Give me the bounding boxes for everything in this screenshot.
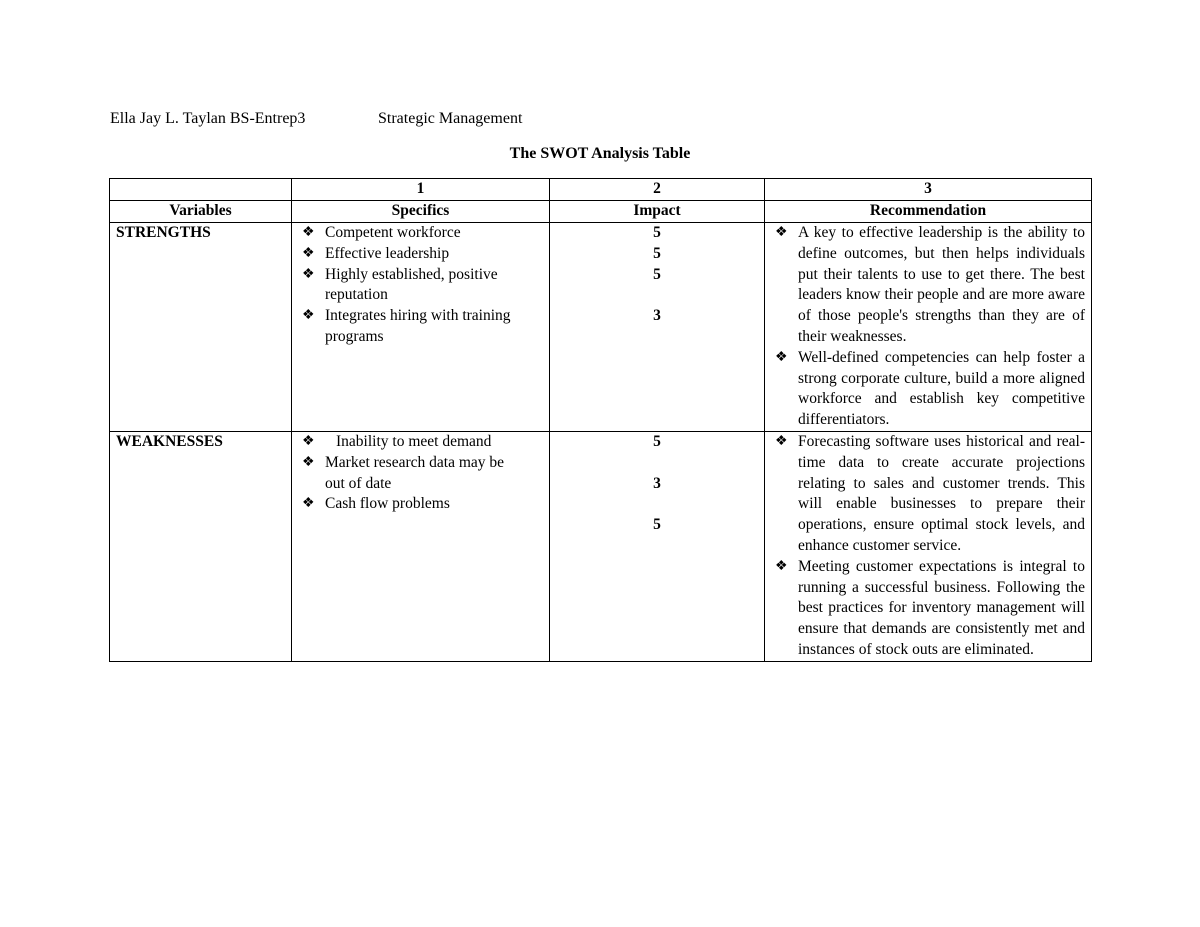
impact-cell bbox=[550, 431, 765, 661]
list-item: ❖ Competent workforce bbox=[298, 223, 543, 244]
four-diamond-bullet-icon: ❖ bbox=[302, 433, 315, 449]
list-item: ❖ Cash flow problems bbox=[298, 494, 543, 515]
impact-value: 5 bbox=[653, 265, 661, 283]
four-diamond-bullet-icon: ❖ bbox=[302, 225, 315, 240]
variable-weaknesses: WEAKNESSES bbox=[110, 431, 292, 661]
four-diamond-bullet-icon: ❖ bbox=[302, 266, 315, 282]
four-diamond-bullet-icon: ❖ bbox=[302, 454, 315, 470]
recommendation-cell bbox=[765, 223, 1092, 432]
column-number-3: 3 bbox=[765, 179, 1092, 201]
four-diamond-bullet-icon: ❖ bbox=[302, 245, 315, 261]
column-number-1: 1 bbox=[292, 179, 550, 201]
header-variables: Variables bbox=[110, 201, 292, 223]
header-impact: Impact bbox=[550, 201, 765, 223]
specifics-cell bbox=[292, 431, 550, 661]
variable-strengths: STRENGTHS bbox=[110, 223, 292, 432]
impact-value bbox=[556, 494, 758, 515]
specifics-cell bbox=[292, 223, 550, 432]
impact-value: 5 bbox=[653, 432, 661, 450]
list-item: ❖ Integrates hiring with training programs bbox=[302, 307, 511, 345]
header-specifics: Specifics bbox=[292, 201, 550, 223]
document-header bbox=[110, 110, 523, 128]
impact-value: 5 bbox=[653, 244, 661, 262]
recommendation-cell bbox=[765, 431, 1092, 661]
header-recommendation: Recommendation bbox=[765, 201, 1092, 223]
four-diamond-bullet-icon: ❖ bbox=[775, 225, 788, 240]
impact-cell bbox=[550, 223, 765, 432]
empty-header-cell bbox=[110, 179, 292, 201]
list-item: ❖ Effective leadership bbox=[298, 244, 543, 265]
list-item: ❖ Forecasting software uses historical and real-time data to create accurate projections relating to sales and customer trends. This will enable businesses to prepare their operations, ensure optimal stock levels, and enhance customer service. bbox=[775, 432, 1085, 554]
list-item: ❖ Market research data may be out of date bbox=[302, 453, 505, 492]
list-item: ❖ Inability to meet demand bbox=[298, 432, 543, 453]
impact-value bbox=[556, 453, 758, 474]
column-number-row bbox=[110, 179, 1092, 201]
impact-value: 5 bbox=[653, 516, 661, 534]
four-diamond-bullet-icon: ❖ bbox=[775, 349, 788, 365]
four-diamond-bullet-icon: ❖ bbox=[775, 558, 788, 574]
course-name: Strategic Management bbox=[378, 110, 523, 127]
impact-value bbox=[556, 285, 758, 306]
four-diamond-bullet-icon: ❖ bbox=[775, 433, 788, 449]
four-diamond-bullet-icon: ❖ bbox=[302, 496, 315, 512]
impact-value: 3 bbox=[653, 307, 661, 325]
impact-value: 5 bbox=[653, 224, 661, 241]
list-item: ❖ A key to effective leadership is the ability to define outcomes, but then helps individuals put their talents to use to get there. The best leaders know their people and are more aware of those people's strengths than they are of their weaknesses. bbox=[775, 224, 1085, 345]
column-number-2: 2 bbox=[550, 179, 765, 201]
list-item: ❖ Well-defined competencies can help foster a strong corporate culture, build a more aligned workforce and establish key competitive differentiators. bbox=[775, 348, 1085, 429]
table-row bbox=[110, 431, 1092, 661]
list-item: ❖ Highly established, positive reputation bbox=[302, 265, 498, 304]
author-line: Ella Jay L. Taylan BS-Entrep3 bbox=[110, 110, 306, 127]
list-item: ❖ Meeting customer expectations is integral to running a successful business. Following the best practices for inventory management will ensure that demands are consistently met and instances of stock outs are eliminated. bbox=[775, 557, 1085, 658]
page-title: The SWOT Analysis Table bbox=[509, 145, 691, 162]
four-diamond-bullet-icon: ❖ bbox=[302, 308, 315, 324]
swot-table bbox=[109, 178, 1092, 662]
table-row bbox=[110, 223, 1092, 432]
column-header-row bbox=[110, 201, 1092, 223]
impact-value: 3 bbox=[653, 474, 661, 492]
